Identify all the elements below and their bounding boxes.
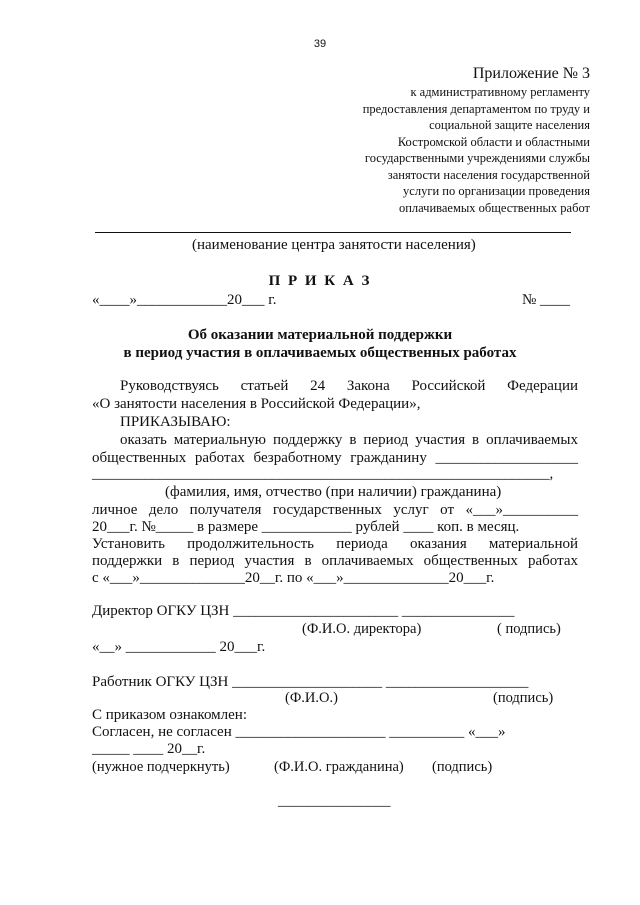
director-sign-caption: ( подпись) — [497, 621, 561, 637]
fio-caption: (фамилия, имя, отчество (при наличии) гражданина) — [165, 484, 502, 500]
appendix-line: предоставления департаментом по труду и — [362, 101, 590, 116]
subject-line-1: Об оказании материальной поддержки — [187, 327, 453, 343]
center-name-line — [95, 232, 571, 233]
order-title: П Р И К А З — [268, 273, 372, 289]
center-name-caption: (наименование центра занятости населения) — [192, 237, 476, 253]
body-p1-line2: «О занятости населения в Российской Федерации», — [92, 396, 421, 412]
body-p2-line3: _____________________________________________________________, — [92, 466, 554, 482]
order-word: ПРИКАЗЫВАЮ: — [120, 414, 231, 430]
director-date: «__» ____________ 20___г. — [92, 639, 266, 655]
worker-line: Работник ОГКУ ЦЗН ____________________ ___________________ — [92, 674, 529, 690]
acquaint-line-3: _____ ____ 20__г. — [92, 741, 206, 757]
caption-citizen-fio: (Ф.И.О. гражданина) — [274, 759, 404, 775]
worker-sign-caption: (подпись) — [493, 690, 554, 706]
appendix-line: услуги по организации проведения — [403, 184, 590, 198]
body-p4-line3: с «___»______________20__г. по «___»______________20___г. — [92, 570, 495, 586]
bottom-sign-line: _______________ — [278, 793, 391, 809]
worker-fio-caption: (Ф.И.О.) — [285, 690, 338, 706]
body-p3-line2: 20___г. №_____ в размере ____________ рублей ____ коп. в месяц. — [92, 519, 520, 535]
appendix-line: оплачиваемых общественных работ — [398, 200, 590, 215]
appendix-line: занятости населения государственной — [387, 167, 590, 182]
appendix-line: государственными учреждениями службы — [364, 151, 590, 165]
body-p3-line1: личное дело получателя государственных услуг от «___»__________ — [92, 502, 578, 518]
caption-citizen-sign: (подпись) — [432, 759, 493, 775]
appendix-line: к административному регламенту — [410, 85, 590, 99]
appendix-line: Костромской области и областными — [397, 134, 590, 149]
appendix-title: Приложение № 3 — [472, 65, 590, 82]
body-p4-line1: Установить продолжительность периода оказания материальной — [92, 536, 578, 552]
director-line: Директор ОГКУ ЦЗН ______________________ _______________ — [92, 603, 515, 619]
appendix-block — [290, 64, 590, 216]
order-number: № ____ — [522, 292, 571, 308]
body-p2-line1: оказать материальную поддержку в период участия в оплачиваемых — [120, 432, 578, 448]
caption-choice: (нужное подчеркнуть) — [92, 759, 230, 775]
acquaint-line-2: Согласен, не согласен ____________________ __________ «___» — [92, 724, 506, 740]
acquaint-line-1: С приказом ознакомлен: — [92, 707, 248, 723]
director-fio-caption: (Ф.И.О. директора) — [302, 621, 422, 637]
body-p2-line2: общественных работах безработному гражданину ___________________ — [92, 450, 578, 466]
appendix-line: социальной защите населения — [429, 118, 590, 132]
page-number: 39 — [313, 38, 327, 50]
body-p4-line2: поддержки в период участия в оплачиваемых общественных работах — [92, 553, 578, 569]
body-p1-line1: Руководствуясь статьей 24 Закона Российской Федерации — [120, 378, 578, 394]
subject-line-2: в период участия в оплачиваемых общественных работах — [123, 345, 517, 361]
order-date: «____»____________20___ г. — [92, 292, 277, 308]
